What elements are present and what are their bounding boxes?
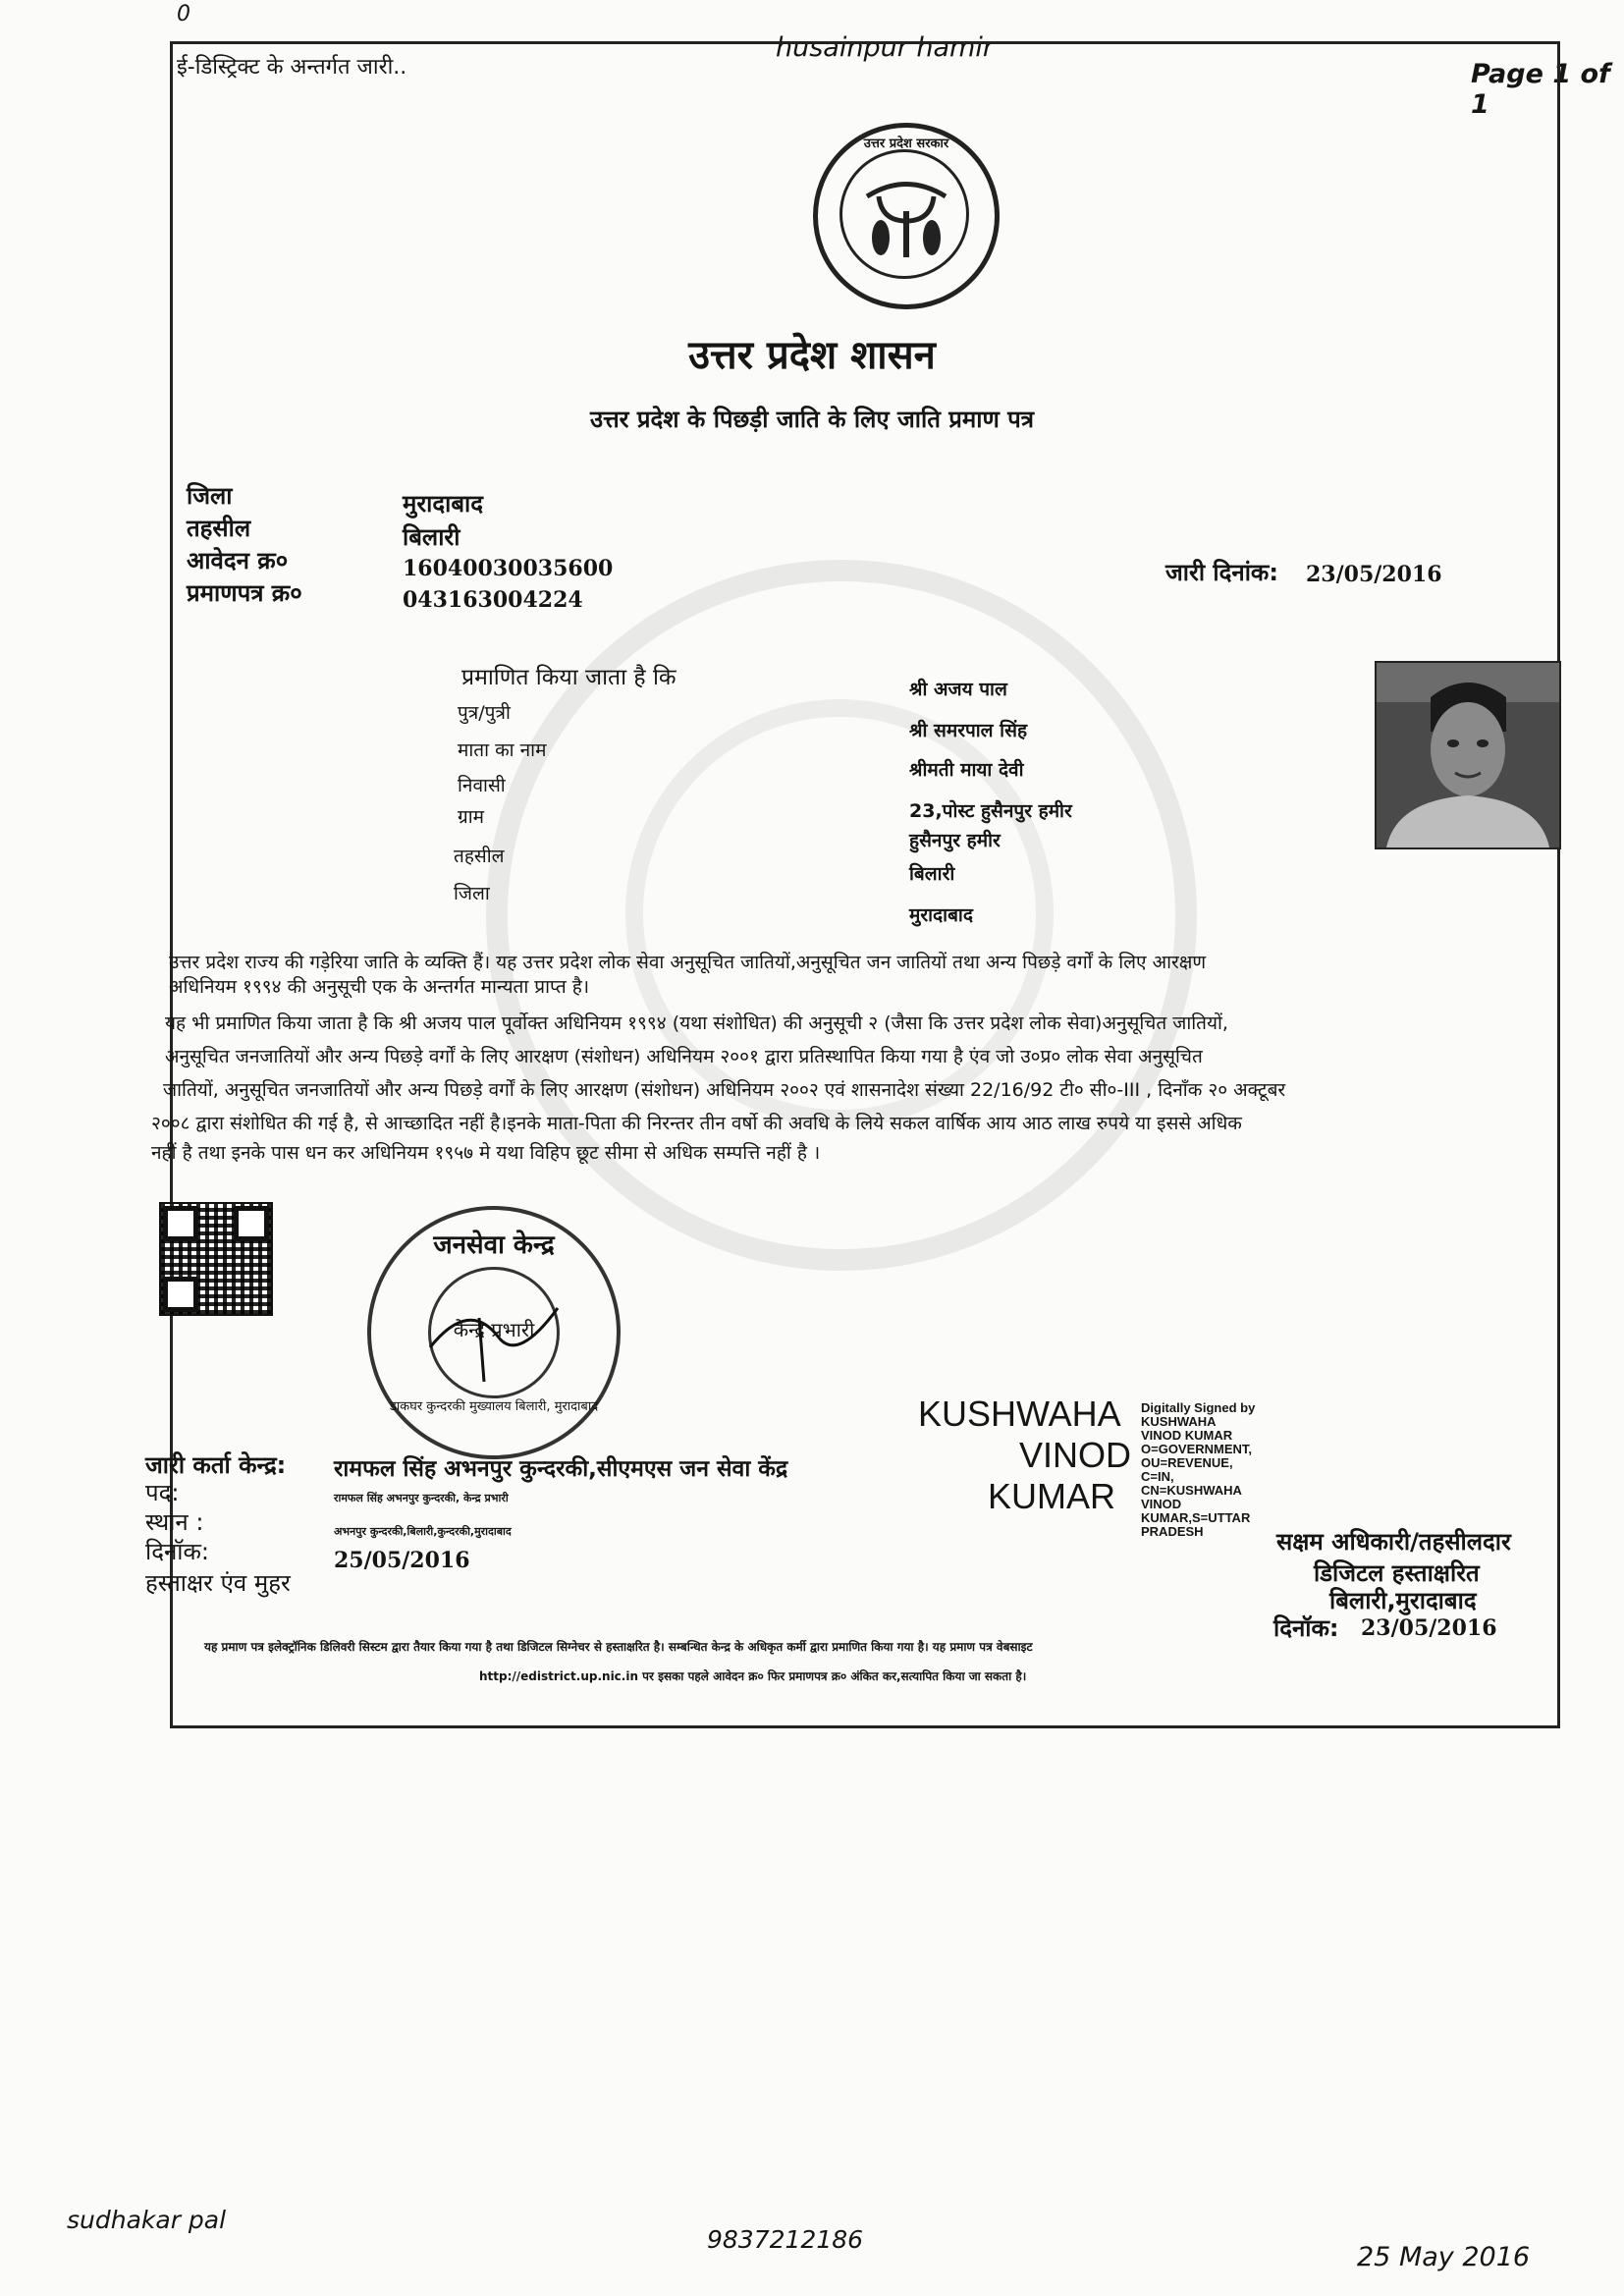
applicant-portrait-icon	[1377, 663, 1559, 847]
place-value: अभनपुर कुन्दरकी,बिलारी,कुन्दरकी,मुरादाबाद	[334, 1525, 512, 1538]
tehsil-field-label: तहसील	[454, 846, 505, 867]
seal-text: उत्तर प्रदेश सरकार	[863, 137, 949, 151]
government-heading: उत्तर प्रदेश शासन	[688, 333, 936, 378]
certificate-number: 043163004224	[403, 587, 583, 613]
issuing-centre-label: जारी कर्ता केन्द्र:	[145, 1451, 287, 1479]
footer-center-note: 9837212186	[707, 2225, 864, 2254]
page-label: Page 1 of 1	[1471, 59, 1610, 120]
verification-notice-line-1: यह प्रमाण पत्र इलेक्ट्रॉनिक डिलिवरी सिस्टम द्वारा तैयार किया गया है तथा डिजिटल सिग्नेचर से हस्ताक्षरित है। सम्बन्धित केन्द्र के अधिकृत कर्मी द्वारा प्रमाणित किया गया है। यह प्रमाण पत्र वेबसाइट	[204, 1640, 1033, 1654]
signer-name-line-3: KUMAR	[988, 1476, 1116, 1516]
issuer-date-value: 25/05/2016	[334, 1548, 470, 1573]
caste-statement-line-3: यह भी प्रमाणित किया जाता है कि श्री अजय पाल पूर्वोक्त अधिनियम १९९४ (यथा संशोधित) की अनुसूची २ (जैसा कि उत्तर प्रदेश लोक सेवा)अनुसूचित जातियों,	[165, 1012, 1228, 1034]
post-label: पद:	[145, 1479, 180, 1506]
officer-sign-type: डिजिटल हस्ताक्षरित	[1314, 1559, 1480, 1587]
jan-seva-kendra-stamp	[367, 1206, 621, 1459]
verification-qr-code	[159, 1202, 273, 1316]
residence-value: 23,पोस्ट हुसैनपुर हमीर	[909, 800, 1072, 822]
digital-signature-line: O=GOVERNMENT,	[1141, 1442, 1253, 1456]
caste-statement-line-4: अनुसूचित जनजातियों और अन्य पिछड़े वर्गों के लिए आरक्षण (संशोधन) अधिनियम २००१ द्वारा प्रतिस्थापित किया गया है एंव जो उ०प्र० लोक सेवा अनुसूचित	[165, 1046, 1203, 1067]
digital-signature-line: Digitally Signed by	[1141, 1400, 1256, 1415]
digital-signature-line: KUMAR,S=UTTAR	[1141, 1510, 1251, 1525]
residence-label: निवासी	[458, 775, 506, 796]
village-label: ग्राम	[458, 806, 484, 828]
digital-signature-line: C=IN,	[1141, 1469, 1174, 1484]
stamp-middle-text: केन्द्र प्रभारी	[453, 1318, 535, 1341]
officer-date-value: 23/05/2016	[1361, 1615, 1497, 1641]
tehsil-label: तहसील	[187, 515, 251, 542]
officer-date-label: दिनॉक:	[1273, 1614, 1339, 1642]
district-field-label: जिला	[454, 883, 490, 904]
digital-signature-details	[1141, 1401, 1255, 1539]
application-number: 16040030035600	[403, 556, 614, 581]
parent-label: पुत्र/पुत्री	[458, 702, 511, 724]
issuing-centre-value: रामफल सिंह अभनपुर कुन्दरकी,सीएमएस जन सेवा केंद्र	[334, 1456, 788, 1482]
tehsil-field-value: बिलारी	[909, 863, 955, 885]
holder-name: श्री अजय पाल	[909, 679, 1007, 700]
certificate-title: उत्तर प्रदेश के पिछड़ी जाति के लिए जाति प्रमाण पत्र	[589, 406, 1035, 433]
stamp-bottom-text: डाकघर कुन्दरकी मुख्यालय बिलारी, मुरादाबाद	[389, 1399, 599, 1414]
parent-value: श्री समरपाल सिंह	[909, 720, 1028, 741]
application-label: आवेदन क्र०	[187, 547, 289, 574]
post-value: रामफल सिंह अभनपुर कुन्दरकी, केन्द्र प्रभारी	[334, 1492, 509, 1504]
officer-designation: सक्षम अधिकारी/तहसीलदार	[1276, 1528, 1511, 1556]
issuer-date-label: दिनॉक:	[145, 1538, 210, 1565]
caste-statement-line-6: २००८ द्वारा संशोधित की गई है, से आच्छादित नहीं है।इनके माता-पिता की निरन्तर तीन वर्षो की अवधि के लिये सकल वार्षिक आय आठ लाख रुपये या इससे अधिक	[151, 1113, 1242, 1134]
district-label: जिला	[187, 482, 233, 510]
footer-left-note: sudhakar pal	[67, 2206, 227, 2234]
applicant-photo	[1375, 661, 1561, 849]
stamp-top-text: जनसेवा केन्द्र	[433, 1230, 555, 1260]
certification-intro: प्रमाणित किया जाता है कि	[461, 665, 677, 690]
header-note: husainpur hamir	[776, 32, 994, 63]
issued-under-note: ई-डिस्ट्रिक्ट के अन्तर्गत जारी..	[177, 55, 407, 80]
village-value: हुसैनपुर हमीर	[909, 830, 1001, 851]
digital-signature-line: VINOD	[1141, 1497, 1182, 1511]
digital-signature-line: VINOD KUMAR	[1141, 1428, 1233, 1443]
up-government-seal	[813, 123, 1000, 309]
mother-label: माता का नाम	[458, 739, 547, 761]
tehsil-value: बिलारी	[403, 523, 460, 551]
signer-name-line-1: KUSHWAHA	[918, 1394, 1121, 1434]
caste-statement-line-7: नहीं है तथा इनके पास धन कर अधिनियम १९५७ मे यथा विहिप छूट सीमा से अधिक सम्पत्ति नहीं है ।	[151, 1142, 821, 1164]
seal-emblem-icon	[857, 167, 955, 265]
digital-signature-line: CN=KUSHWAHA	[1141, 1483, 1242, 1498]
footer-right-note: 25 May 2016	[1357, 2242, 1531, 2272]
district-value: मुरादाबाद	[403, 490, 484, 518]
signer-name-line-2: VINOD	[1019, 1435, 1132, 1475]
caste-statement-line-5: जातियों, अनुसूचित जनजातियों और अन्य पिछड़े वर्गों के लिए आरक्षण (संशोधन) अधिनियम २००२ एवं शासनादेश संख्या 22/16/92 टी० सी०-III , दिनाँक २० अक्टूबर	[163, 1079, 1286, 1101]
digital-signature-line: OU=REVENUE,	[1141, 1455, 1233, 1470]
caste-statement-line-1: उत्तर प्रदेश राज्य की गड़ेरिया जाति के व्यक्ति हैं। यह उत्तर प्रदेश लोक सेवा अनुसूचित जातियों,अनुसूचित जन जातियों तथा अन्य पिछड़े वर्गों के लिए आरक्षण	[169, 952, 1207, 973]
digital-signature-line: PRADESH	[1141, 1524, 1204, 1539]
handwritten-signature-icon	[410, 1279, 577, 1387]
issue-date: 23/05/2016	[1306, 562, 1442, 587]
digital-signature-line: KUSHWAHA	[1141, 1414, 1217, 1429]
place-label: स्थान :	[145, 1508, 204, 1536]
district-field-value: मुरादाबाद	[909, 904, 973, 926]
corner-mark: 0	[177, 2, 190, 27]
caste-statement-line-2: अधिनियम १९९४ की अनुसूची एक के अन्तर्गत मान्यता प्राप्त है।	[169, 976, 590, 998]
issue-date-label: जारी दिनांक:	[1165, 559, 1278, 586]
signature-seal-label: हस्ताक्षर एंव मुहर	[145, 1569, 291, 1597]
mother-value: श्रीमती माया देवी	[909, 759, 1024, 781]
verification-notice-line-2: http://edistrict.up.nic.in पर इसका पहले आवेदन क्र० फिर प्रमाणपत्र क्र० अंकित कर,सत्यापित किया जा सकता है।	[479, 1669, 1027, 1683]
officer-office: बिलारी,मुरादाबाद	[1329, 1587, 1477, 1614]
certificate-number-label: प्रमाणपत्र क्र०	[187, 579, 302, 607]
